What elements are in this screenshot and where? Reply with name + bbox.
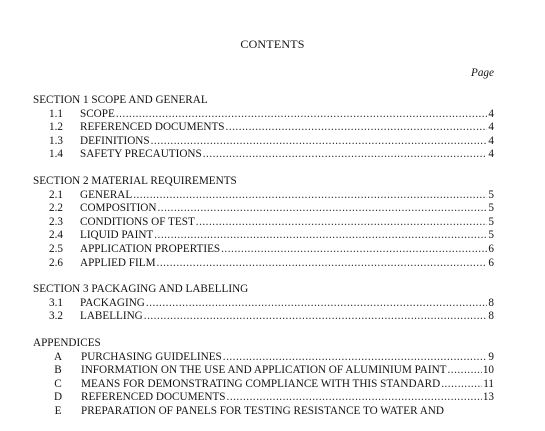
toc-entry[interactable] xyxy=(33,310,494,324)
entry-page: 5 xyxy=(488,229,494,242)
dot-leader xyxy=(447,364,481,378)
appendix-letter: D xyxy=(53,391,63,404)
dot-leader xyxy=(157,202,487,216)
appendix-letter: B xyxy=(54,364,62,377)
section-heading[interactable]: SECTION 2 MATERIAL REQUIREMENTS xyxy=(33,174,237,187)
entry-number: 3.2 xyxy=(49,310,63,323)
appendices-heading[interactable]: APPENDICES xyxy=(33,336,101,349)
entry-page: 6 xyxy=(488,242,494,255)
entry-label: REFERENCED DOCUMENTS xyxy=(80,121,225,134)
entry-label: LABELLING xyxy=(80,310,143,323)
dot-leader xyxy=(133,189,487,203)
entry-label: APPLIED FILM xyxy=(80,256,156,269)
appendix-label: REFERENCED DOCUMENTS xyxy=(81,391,226,404)
appendix-entry[interactable] xyxy=(33,351,494,365)
toc-entry[interactable] xyxy=(33,148,494,162)
appendix-letter: A xyxy=(53,350,63,363)
contents-title: CONTENTS xyxy=(240,37,305,51)
entry-number: 2.1 xyxy=(49,188,63,201)
entry-page: 5 xyxy=(488,215,494,228)
appendix-entry[interactable] xyxy=(33,364,494,378)
toc-entry[interactable] xyxy=(33,243,494,257)
entry-number: 2.5 xyxy=(49,242,63,255)
entry-label: COMPOSITION xyxy=(80,202,157,215)
dot-leader xyxy=(154,229,487,243)
toc-entry[interactable] xyxy=(33,108,494,122)
entry-number: 1.1 xyxy=(49,107,63,120)
dot-leader xyxy=(151,135,488,149)
toc-entry[interactable] xyxy=(33,135,494,149)
dot-leader xyxy=(116,108,488,122)
entry-page: 4 xyxy=(488,107,494,120)
appendix-label: PREPARATION OF PANELS FOR TESTING RESISTANCE TO WATER AND xyxy=(81,404,444,417)
appendix-page: 11 xyxy=(483,377,494,390)
dot-leader xyxy=(226,121,488,135)
page-column-label: Page xyxy=(471,67,494,79)
dot-leader xyxy=(227,391,482,405)
appendix-letter: C xyxy=(54,377,62,390)
entry-number: 1.3 xyxy=(49,134,63,147)
entry-label: APPLICATION PROPERTIES xyxy=(80,242,221,255)
appendix-entry[interactable] xyxy=(33,405,494,419)
dot-leader xyxy=(441,378,482,392)
dot-leader xyxy=(203,148,488,162)
toc-entry[interactable] xyxy=(33,257,494,271)
appendix-entry[interactable] xyxy=(33,391,494,405)
entry-page: 6 xyxy=(488,256,494,269)
section-2 xyxy=(33,175,494,270)
entry-page: 5 xyxy=(488,202,494,215)
entry-number: 3.1 xyxy=(49,296,63,309)
dot-leader xyxy=(196,216,488,230)
entry-page: 8 xyxy=(488,310,494,323)
appendix-entry[interactable] xyxy=(33,378,494,392)
dot-leader xyxy=(223,351,488,365)
entry-number: 1.2 xyxy=(49,121,63,134)
section-heading[interactable]: SECTION 1 SCOPE AND GENERAL xyxy=(33,94,208,106)
toc-entry[interactable] xyxy=(33,297,494,311)
entry-page: 4 xyxy=(488,148,494,161)
section-1 xyxy=(33,94,494,162)
toc-entry[interactable] xyxy=(33,189,494,203)
entry-label: CONDITIONS OF TEST xyxy=(80,215,195,228)
appendix-label: MEANS FOR DEMONSTRATING COMPLIANCE WITH THIS STANDARD xyxy=(81,377,441,390)
entry-number: 2.3 xyxy=(49,215,63,228)
appendix-letter: E xyxy=(54,404,62,417)
entry-label: DEFINITIONS xyxy=(80,134,150,147)
dot-leader xyxy=(157,257,488,271)
appendix-page: 13 xyxy=(482,391,494,404)
appendix-label: INFORMATION ON THE USE AND APPLICATION OF ALUMINIUM PAINT xyxy=(81,364,447,377)
entry-page: 5 xyxy=(488,188,494,201)
table-of-contents xyxy=(33,94,494,431)
entry-page: 4 xyxy=(488,134,494,147)
entry-number: 2.4 xyxy=(49,229,63,242)
entry-number: 1.4 xyxy=(49,148,63,161)
section-3 xyxy=(33,283,494,324)
entry-number: 2.2 xyxy=(49,202,63,215)
entry-page: 4 xyxy=(488,121,494,134)
toc-entry[interactable] xyxy=(33,216,494,230)
appendix-label: PURCHASING GUIDELINES xyxy=(81,350,222,363)
dot-leader xyxy=(221,243,487,257)
entry-label: SCOPE xyxy=(80,107,115,120)
section-heading[interactable]: SECTION 3 PACKAGING AND LABELLING xyxy=(33,283,249,296)
dot-leader xyxy=(146,297,488,311)
entry-page: 8 xyxy=(488,296,494,309)
toc-entry[interactable] xyxy=(33,202,494,216)
dot-leader xyxy=(144,310,488,324)
appendices xyxy=(33,337,494,419)
entry-label: SAFETY PRECAUTIONS xyxy=(80,148,202,161)
entry-label: GENERAL xyxy=(80,188,133,201)
toc-entry[interactable] xyxy=(33,121,494,135)
appendix-page: 9 xyxy=(488,350,494,363)
toc-entry[interactable] xyxy=(33,229,494,243)
entry-label: PACKAGING xyxy=(80,296,145,309)
entry-number: 2.6 xyxy=(49,256,63,269)
appendix-page: 10 xyxy=(482,364,494,377)
entry-label: LIQUID PAINT xyxy=(80,229,154,242)
